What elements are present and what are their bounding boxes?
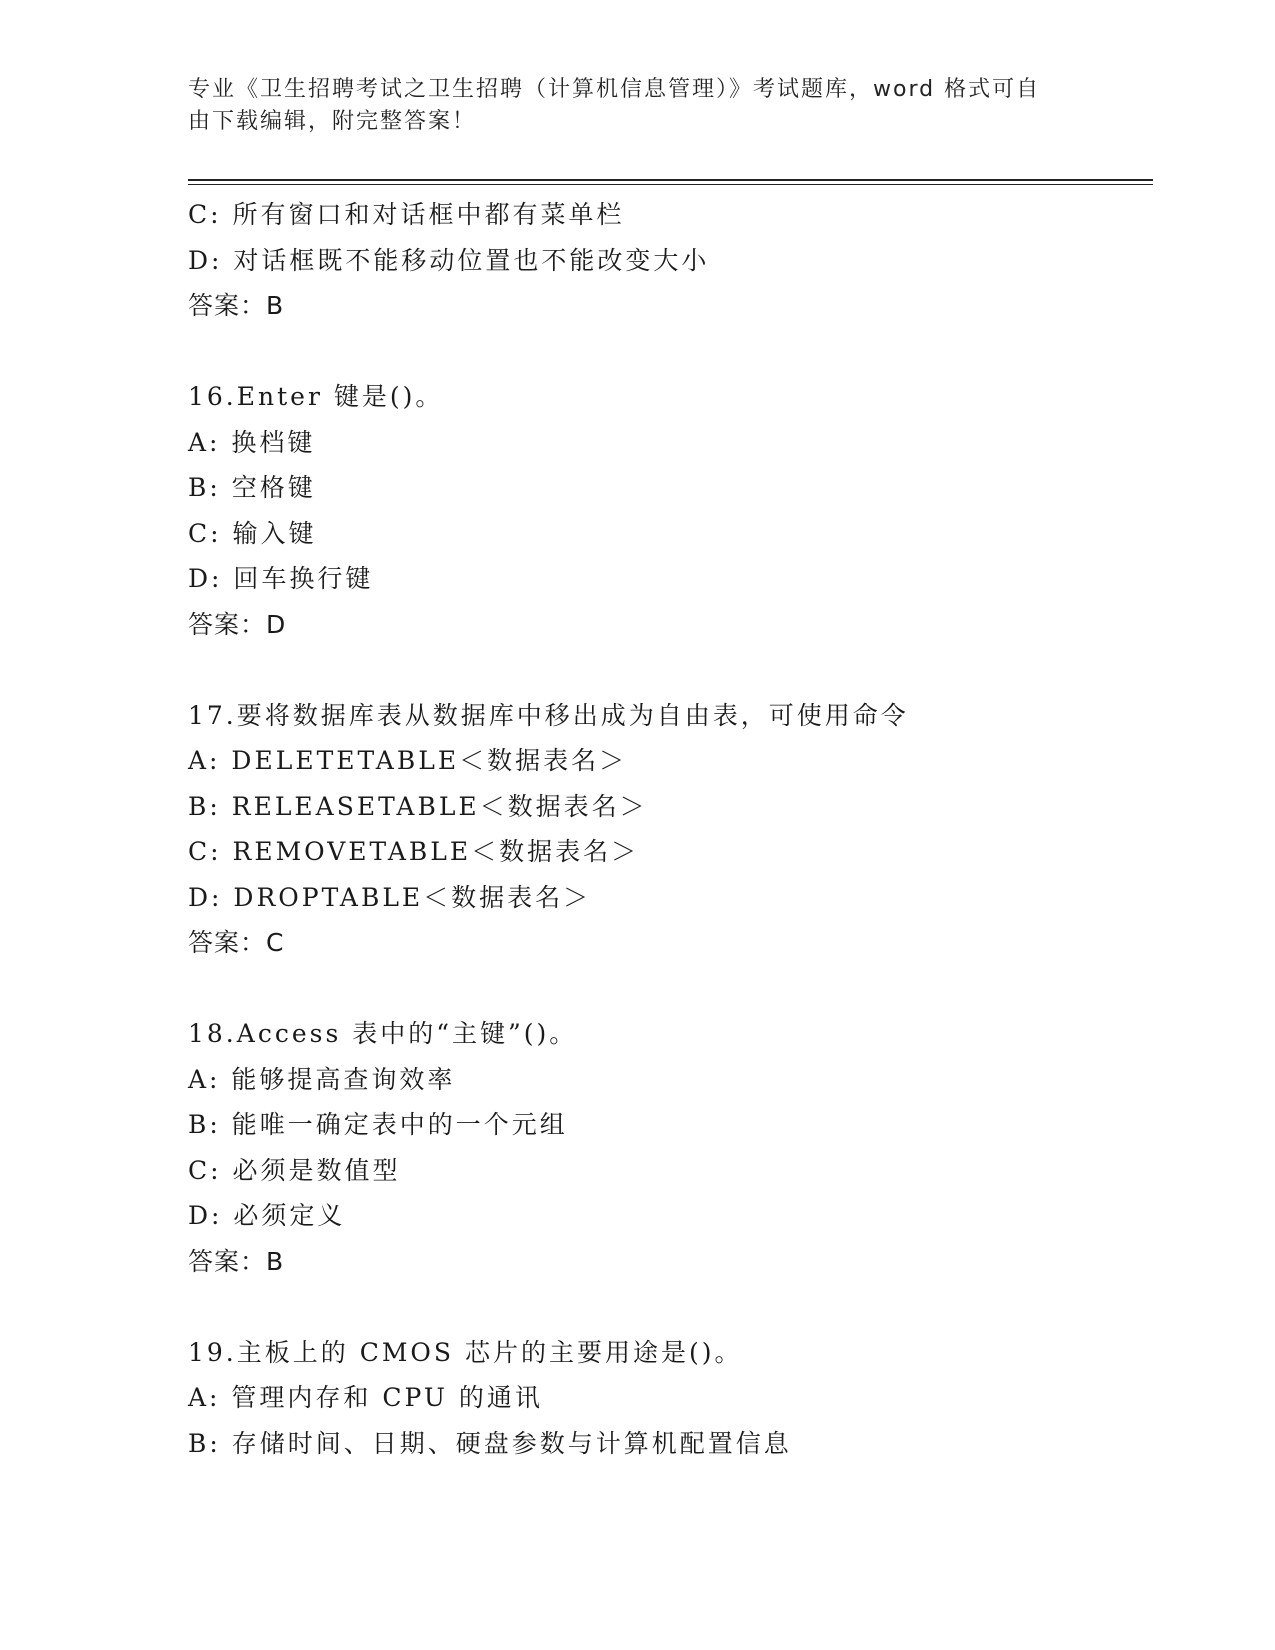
question-18 (188, 1011, 1153, 1284)
option-d: D: 必须定义 (188, 1201, 346, 1230)
option-a: A: DELETETABLE＜数据表名＞ (188, 746, 628, 775)
question-stem: 19.主板上的 CMOS 芯片的主要用途是()。 (188, 1337, 743, 1367)
answer: 答案：C (188, 928, 285, 957)
answer: 答案：D (188, 609, 287, 639)
header-line-1: 专业《卫生招聘考试之卫生招聘（计算机信息管理）》考试题库，word 格式可自 (188, 77, 1041, 102)
question-16 (188, 374, 1153, 647)
option-b: B: 能唯一确定表中的一个元组 (188, 1110, 568, 1139)
previous-question-tail (188, 192, 1153, 329)
document-header (188, 74, 1068, 138)
option-d: D: 回车换行键 (188, 564, 374, 593)
question-list (188, 192, 1153, 1466)
question-19 (188, 1330, 1153, 1467)
option-d: D: DROPTABLE＜数据表名＞ (188, 882, 592, 912)
option-c: C: 所有窗口和对话框中都有菜单栏 (188, 200, 625, 229)
option-b: B: RELEASETABLE＜数据表名＞ (188, 791, 648, 821)
question-stem: 17.要将数据库表从数据库中移出成为自由表，可使用命令 (188, 700, 909, 730)
header-divider-thick (188, 179, 1153, 181)
question-stem: 18.Access 表中的“主键”()。 (188, 1019, 578, 1048)
option-a: A: 换档键 (188, 427, 316, 457)
option-a: A: 管理内存和 CPU 的通讯 (188, 1383, 543, 1412)
question-17 (188, 693, 1153, 966)
option-c: C: 输入键 (188, 518, 317, 548)
answer: 答案：B (188, 1246, 285, 1276)
question-stem: 16.Enter 键是()。 (188, 382, 444, 411)
header-divider-thin (188, 184, 1153, 185)
option-b: B: 存储时间、日期、硬盘参数与计算机配置信息 (188, 1428, 792, 1458)
header-line-2: 由下载编辑，附完整答案！ (188, 109, 477, 134)
option-c: C: 必须是数值型 (188, 1155, 401, 1185)
option-c: C: REMOVETABLE＜数据表名＞ (188, 837, 640, 866)
option-d: D: 对话框既不能移动位置也不能改变大小 (188, 245, 710, 275)
option-a: A: 能够提高查询效率 (188, 1064, 456, 1094)
option-b: B: 空格键 (188, 473, 316, 502)
answer: 答案：B (188, 291, 285, 320)
